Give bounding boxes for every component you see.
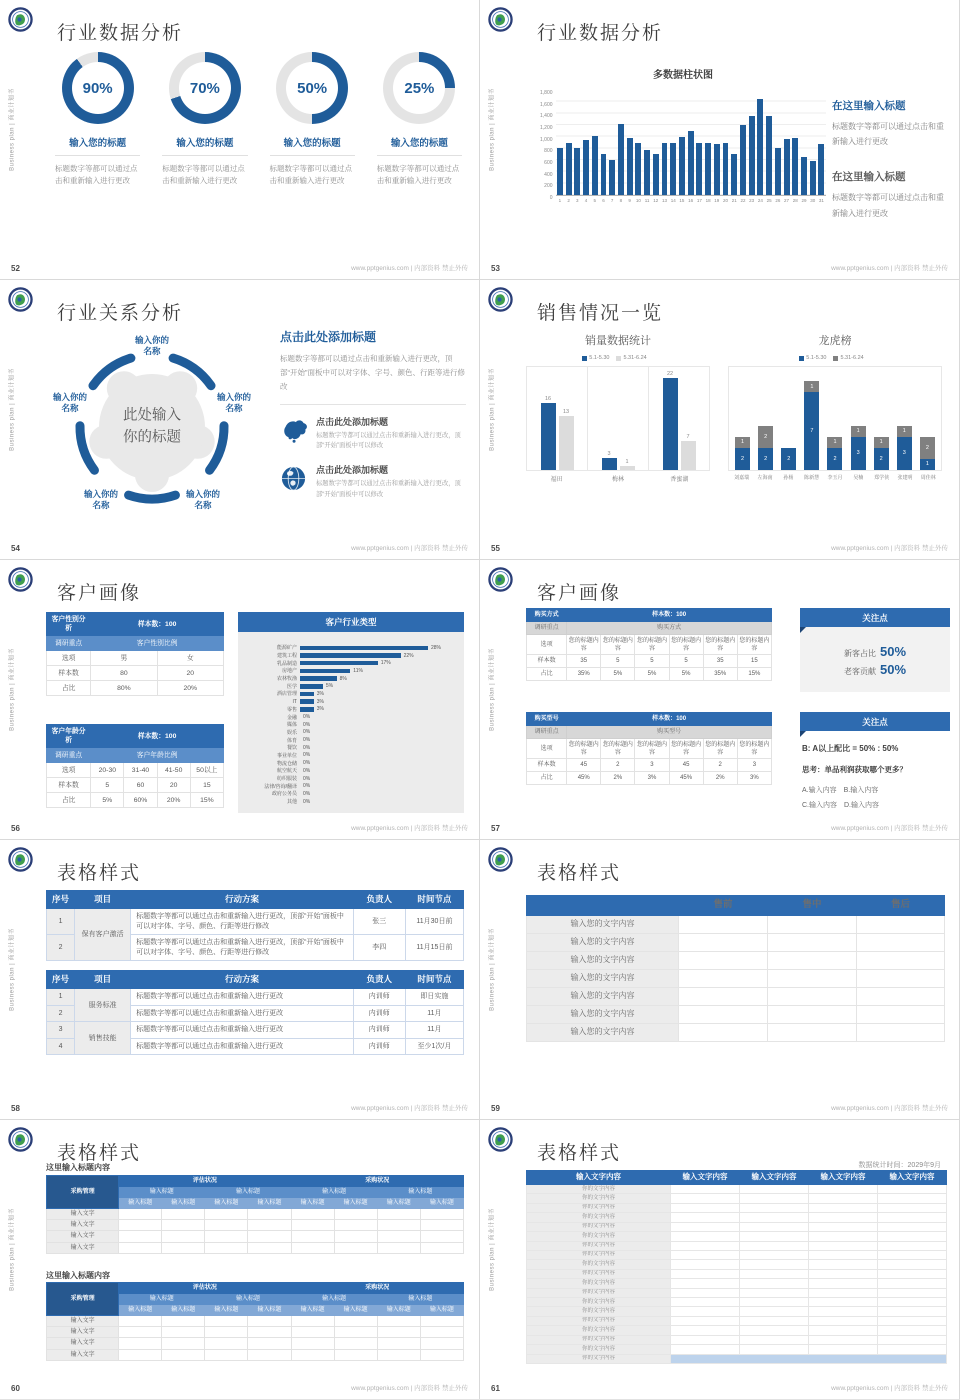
table-row: 客户性别分析 样本数：100: [47, 613, 224, 636]
table-row: 输入您的文字内容: [527, 952, 945, 970]
hbar-row: 体育 0%: [286, 737, 311, 744]
table: [46, 970, 464, 1055]
bar: [757, 99, 763, 195]
table: [526, 712, 772, 785]
section-paragraph: 标题数字等都可以通过点击和重新输入进行更改，顶部“开始”面板中可以对字体、字号、颜色、行距等进行修改: [280, 352, 466, 405]
bar: [574, 148, 580, 195]
bar: [627, 138, 633, 195]
wheel-label: 输入你的名称: [216, 391, 251, 413]
bar: [583, 140, 589, 195]
section-heading: 点击此处添加标题: [280, 330, 377, 344]
bar: [653, 154, 659, 195]
page-title: 行业关系分析: [57, 303, 184, 324]
age-analysis-table: [46, 724, 224, 808]
table-row: 3 销售技能 标题数字等都可以通过点击和重新输入进行更改 内训师 11月: [47, 1022, 464, 1038]
block-text: 标题数字等都可以通过点击和重新输入进行更改: [832, 193, 944, 218]
bar: [740, 125, 746, 195]
page-title: 行业数据分析: [537, 23, 664, 44]
bar: [300, 707, 314, 712]
chart-title: 客户行业类型: [238, 612, 464, 632]
table: [526, 1170, 947, 1364]
page-number: 57: [491, 824, 500, 833]
donut-ring: 25%: [383, 52, 455, 124]
bar: [300, 653, 401, 658]
bar: [766, 116, 772, 195]
bar: [609, 160, 615, 195]
table-row: 输入您的文字内容: [527, 988, 945, 1006]
donut-item: 70% 输入您的标题 标题数字等都可以通过点击和重新输入进行更改: [151, 52, 258, 188]
table-row: 1 服务标准 标题数字等都可以通过点击和重新输入进行更改 内训师 即日实施: [47, 989, 464, 1005]
slide-59: [480, 840, 959, 1119]
table-row: 你的文字内容: [527, 1335, 947, 1344]
action-plan-table: [46, 890, 464, 961]
table-row: 你的文字内容: [527, 1345, 947, 1354]
stacked-bar: 2: [777, 448, 800, 470]
callout-line: 思考：单品利润获取哪个更多？: [802, 765, 907, 774]
stacked-bar: 1 2: [870, 437, 893, 470]
table-row: 输入文字: [47, 1242, 464, 1253]
ranking-stacked-bar-chart: 龙虎榜 5.1-5.30 5.31-6.24 1 2 2 2 2 1 7 1 2 1 3 1 2 1 3 2 1 刘嘉瑞 左海南 孙杨 陈新慧 李玉月 吴楠 郑学侠 张建明 周佳林: [728, 332, 942, 481]
table-row: 你的文字内容: [527, 1222, 947, 1231]
page-title: 行业数据分析: [57, 23, 184, 44]
table-row: 售前 售中 售后: [527, 896, 945, 916]
bar: [784, 139, 790, 195]
table-row: 你的文字内容: [527, 1232, 947, 1241]
callout-title: 关注点: [800, 712, 950, 731]
bar: [635, 143, 641, 196]
bar-group: 3 1: [588, 367, 649, 470]
table-row: 输入标题 输入标题 输入标题 输入标题: [47, 1187, 464, 1198]
table-caption: 这里输入标题内容: [46, 1163, 110, 1172]
column-chart: 多数据柱状图 1,800 1,600 1,400 1,200 1,000 800 600 400 200 0 1 2 3 4 5 6 7 8 9 10 11 12 13 14 15 16 17 18 19 20 21 22 23 24 25 26 27 28 29 30 31: [540, 66, 826, 203]
hbar-row: 农林牧渔 8%: [276, 675, 347, 683]
table-row: 你的文字内容: [527, 1307, 947, 1316]
globe-icon: [280, 463, 316, 500]
slide-61: [480, 1120, 959, 1399]
table-row: 输入文字: [47, 1349, 464, 1360]
bar: [601, 154, 607, 195]
callout-line: A.输入内容 B.输入内容: [802, 787, 879, 794]
slide-60: [0, 1120, 479, 1399]
hbar-row: 航空航天 0%: [276, 767, 311, 775]
page-number: 53: [491, 264, 500, 273]
table-row: 占比 80% 20%: [47, 681, 224, 696]
page-title: 表格样式: [537, 863, 622, 884]
table: [526, 895, 945, 1042]
sidebar-vertical-text: Business plan | 商业计划书: [489, 648, 496, 731]
table-row: 你的文字内容: [527, 1185, 947, 1194]
table-row: 1 保有客户激活 标题数字等都可以通过点击和重新输入进行更改，顶部“开始”面板中可以对字体、字号、颜色、行距等进行修改 张三 11月30日前: [47, 909, 464, 935]
table-row: 购买型号 样本数：100: [527, 713, 772, 726]
bar: [749, 116, 755, 195]
hbar-row: 能源矿产 28%: [276, 644, 442, 652]
sidebar-vertical-text: Business plan | 商业计划书: [489, 1208, 496, 1291]
logo-icon: [8, 287, 33, 312]
hbar-row: 房地产 11%: [281, 667, 363, 675]
bar: [300, 669, 350, 674]
table-row: 你的文字内容: [527, 1250, 947, 1259]
logo-icon: [488, 7, 513, 32]
page-number: 55: [491, 544, 500, 553]
item-text: 标题数字等都可以通过点击和重新输入进行更改，顶部“开始”面板中可以修改: [316, 480, 461, 498]
sidebar-vertical-text: Business plan | 商业计划书: [9, 648, 16, 731]
table-row: 你的文字内容: [527, 1213, 947, 1222]
donut-ring: 70%: [169, 52, 241, 124]
slide-footer: www.pptgenius.com | 内部资料 禁止外传: [351, 1105, 468, 1112]
table-row: 你的文字内容: [527, 1326, 947, 1335]
table-row: 输入您的文字内容: [527, 934, 945, 952]
bar: [300, 646, 428, 651]
hbar-row: 娱乐 0%: [286, 729, 311, 736]
bar: [300, 676, 337, 681]
logo-icon: [488, 287, 513, 312]
page-number: 58: [11, 1104, 20, 1113]
table-row: 输入文字: [47, 1231, 464, 1242]
page-title: 客户画像: [57, 583, 142, 604]
callout-box: [800, 608, 950, 692]
donut-item: 25% 输入您的标题 标题数字等都可以通过点击和重新输入进行更改: [366, 52, 473, 188]
table-row: 输入文字: [47, 1209, 464, 1220]
table-caption: 这里输入标题内容: [46, 1271, 110, 1280]
table-row: 购买方式 样本数：100: [527, 609, 772, 622]
table-row: 采购管理 评估状况 采购状况: [47, 1283, 464, 1294]
table: [46, 612, 224, 696]
donut-item: 50% 输入您的标题 标题数字等都可以通过点击和重新输入进行更改: [259, 52, 366, 188]
hbar-row: 政府公务员 0%: [271, 790, 311, 798]
metric: 新客占比 50%: [843, 644, 907, 659]
hbar-row: 建筑工程 22%: [276, 652, 414, 660]
slide-footer: www.pptgenius.com | 内部资料 禁止外传: [831, 825, 948, 832]
procurement-table: [46, 1175, 464, 1254]
page-title: 表格样式: [537, 1143, 622, 1164]
table-row: 你的文字内容: [527, 1298, 947, 1307]
block-text: 标题数字等都可以通过点击和重新输入进行更改: [832, 122, 944, 147]
sidebar-vertical-text: Business plan | 商业计划书: [9, 88, 16, 171]
table-row: 你的文字内容: [527, 1354, 947, 1363]
table: [46, 1175, 464, 1254]
logo-icon: [8, 847, 33, 872]
bar: [566, 143, 572, 196]
logo-icon: [488, 1127, 513, 1152]
table-row: 你的文字内容: [527, 1269, 947, 1278]
wheel-label: 输入你的名称: [185, 488, 220, 510]
table-row: 输入文字: [47, 1316, 464, 1327]
right-text-column: [832, 98, 948, 241]
slide-54: [0, 280, 479, 559]
logo-icon: [8, 1127, 33, 1152]
table-row: 你的文字内容: [527, 1316, 947, 1325]
bar: [723, 143, 729, 196]
bar: [300, 692, 314, 697]
page-title: 客户画像: [537, 583, 622, 604]
bar: [775, 148, 781, 195]
stacked-bar: 1 3: [893, 426, 916, 470]
table-row: 选项 男 女: [47, 651, 224, 666]
page-number: 60: [11, 1384, 20, 1393]
page-number: 52: [11, 264, 20, 273]
hbar-row: 物流仓储 0%: [276, 760, 311, 767]
hbar-row: 零售 3%: [286, 706, 324, 713]
hbar-row: 其他 0%: [286, 798, 311, 806]
sidebar-vertical-text: Business plan | 商业计划书: [489, 88, 496, 171]
gender-analysis-table: [46, 612, 224, 696]
bar: [557, 148, 563, 195]
table-row: 客户年龄分析 样本数：100: [47, 725, 224, 748]
table-row: 占比 45% 2% 3% 45% 2% 3%: [527, 772, 772, 785]
bar: [705, 143, 711, 196]
hbar-row: 餐饮 0%: [286, 744, 311, 752]
callout-line: B: A以上配比 = 50% : 50%: [802, 744, 899, 753]
table-row: 2 标题数字等都可以通过点击和重新输入进行更改 内训师 11月: [47, 1005, 464, 1021]
wheel-label: 输入你的名称: [52, 391, 87, 413]
item-text: 标题数字等都可以通过点击和重新输入进行更改，顶部“开始”面板中可以修改: [316, 431, 461, 450]
table-row: 4 标题数字等都可以通过点击和重新输入进行更改 内训师 至少1次/月: [47, 1038, 464, 1054]
hbar-row: 酒店管理 3%: [276, 690, 324, 698]
purchase-method-table: [526, 608, 772, 681]
slide-58: [0, 840, 479, 1119]
table-row: 输入文字: [47, 1327, 464, 1338]
right-column: [280, 328, 466, 511]
page-title: 销售情况一览: [537, 303, 664, 324]
table-row: 输入您的文字内容: [527, 970, 945, 988]
table-row: 输入文字: [47, 1220, 464, 1231]
table-row: 调研重点 购买型号: [527, 726, 772, 739]
table-row: 你的文字内容: [527, 1260, 947, 1269]
wheel-label: 输入你的名称: [134, 334, 169, 356]
sidebar-vertical-text: Business plan | 商业计划书: [9, 1208, 16, 1291]
bar: [688, 131, 694, 195]
industry-hbar-chart: [238, 612, 464, 813]
table-row: 样本数 5 60 20 15: [47, 778, 224, 793]
bar: [801, 157, 807, 195]
table-row: 占比 35% 5% 5% 5% 35% 15%: [527, 668, 772, 681]
stacked-bar: 2 2: [754, 426, 777, 470]
stacked-bar: 1 7: [800, 381, 823, 470]
table-row: 样本数 45 2 3 45 2 3: [527, 759, 772, 772]
bar: [592, 136, 598, 196]
donut-ring: 50%: [276, 52, 348, 124]
table-row: 你的文字内容: [527, 1194, 947, 1203]
table-row: 你的文字内容: [527, 1241, 947, 1250]
data-sheet-table: [526, 1170, 946, 1364]
sales-grouped-bar-chart: 销量数据统计 5.1-5.30 5.31-6.24 16 13 3 1 22 7 福田 梅林 香蜜湖: [526, 332, 710, 483]
page-number: 56: [11, 824, 20, 833]
table-row: 输入标题 输入标题 输入标题 输入标题: [47, 1294, 464, 1305]
table-row: 调研重点 客户性别比例: [47, 636, 224, 651]
data-period-note: 数据统计时间：2029年9月: [858, 1162, 941, 1169]
stacked-bar: 1 2: [731, 437, 754, 470]
donut-row: [44, 52, 473, 188]
table-row: 输入您的文字内容: [527, 1006, 945, 1024]
slide-footer: www.pptgenius.com | 内部资料 禁止外传: [831, 545, 948, 552]
table: [526, 608, 772, 681]
table-row: 选项 20-30 31-40 41-50 50以上: [47, 763, 224, 778]
donut-item: 90% 输入您的标题 标题数字等都可以通过点击和重新输入进行更改: [44, 52, 151, 188]
logo-icon: [8, 7, 33, 32]
slide-52: [0, 0, 479, 279]
slide-footer: www.pptgenius.com | 内部资料 禁止外传: [351, 265, 468, 272]
table-row: 样本数 80 20: [47, 666, 224, 681]
slide-footer: www.pptgenius.com | 内部资料 禁止外传: [351, 825, 468, 832]
bar-group: 16 13: [527, 367, 588, 470]
stacked-bar: 1 2: [823, 437, 846, 470]
stacked-bar: 2 1: [916, 437, 939, 470]
bar: [792, 138, 798, 195]
list-item: [280, 415, 466, 452]
page-number: 61: [491, 1384, 500, 1393]
stacked-bar: 1 3: [847, 426, 870, 470]
slide-footer: www.pptgenius.com | 内部资料 禁止外传: [351, 545, 468, 552]
table-row: 2 标题数字等都可以通过点击和重新输入进行更改，顶部“开始”面板中可以对字体、字号、颜色、行距等进行修改 李四 11月15日前: [47, 935, 464, 961]
table: [46, 724, 224, 808]
sidebar-vertical-text: Business plan | 商业计划书: [9, 928, 16, 1011]
bar: [818, 144, 824, 195]
logo-icon: [488, 847, 513, 872]
callout-line: C.输入内容 D.输入内容: [802, 802, 879, 809]
block-heading: 在这里输入标题: [832, 171, 906, 184]
wheel-label: 输入你的名称: [83, 488, 118, 510]
slide-footer: www.pptgenius.com | 内部资料 禁止外传: [831, 265, 948, 272]
table-row: 采购管理 评估状况 采购状况: [47, 1176, 464, 1187]
hbar-row: 法律/咨询/翻译 0%: [264, 783, 311, 790]
callout-box: [800, 712, 950, 815]
hbar-row: IT 3%: [292, 698, 324, 705]
table-row: 调研重点 客户年龄比例: [47, 748, 224, 763]
table-row: 选项 您的标题内容 您的标题内容 您的标题内容 您的标题内容 您的标题内容 您的标题内容: [527, 739, 772, 759]
hbar-row: 事业单位 0%: [276, 752, 311, 759]
sidebar-vertical-text: Business plan | 商业计划书: [489, 928, 496, 1011]
block-heading: 在这里输入标题: [832, 100, 906, 112]
table-row: 你的文字内容: [527, 1279, 947, 1288]
sales-phase-table: [526, 895, 944, 1042]
table: [46, 1282, 464, 1361]
page-number: 59: [491, 1104, 500, 1113]
table-row: 输入标题 输入标题 输入标题 输入标题 输入标题 输入标题 输入标题 输入标题: [47, 1305, 464, 1316]
bar: [670, 143, 676, 196]
slide-57: [480, 560, 959, 839]
item-heading: 点击此处添加标题: [316, 416, 389, 427]
bar: [696, 143, 702, 196]
bar: [300, 699, 314, 704]
table-row: 占比 5% 60% 20% 15%: [47, 793, 224, 808]
bar: [679, 137, 685, 195]
hbar-row: 乳品制造 17%: [276, 660, 391, 667]
item-heading: 点击此处添加标题: [316, 465, 389, 476]
slide-55: [480, 280, 959, 559]
bar: [644, 150, 650, 195]
table-row: 输入文字: [47, 1338, 464, 1349]
table-row: 样本数 35 5 5 5 35 15: [527, 655, 772, 668]
hbar-row: 媒体 0%: [286, 721, 311, 729]
hbar-row: 纺织服装 0%: [276, 775, 311, 783]
callout-title: 关注点: [800, 608, 950, 627]
donut-ring: 90%: [62, 52, 134, 124]
page-title: 表格样式: [57, 863, 142, 884]
table-row: 输入标题 输入标题 输入标题 输入标题 输入标题 输入标题 输入标题 输入标题: [47, 1198, 464, 1209]
table-row: 序号 项目 行动方案 负责人 时间节点: [47, 971, 464, 989]
table-row: 输入您的文字内容: [527, 1024, 945, 1042]
purchase-model-table: [526, 712, 772, 785]
slide-56: [0, 560, 479, 839]
bar-group: 22 7: [649, 367, 709, 470]
page-title: 表格样式: [57, 1143, 142, 1164]
table-row: 输入文字内容 输入文字内容 输入文字内容 输入文字内容 输入文字内容: [527, 1171, 947, 1185]
sidebar-vertical-text: Business plan | 商业计划书: [9, 368, 16, 451]
table-row: 调研重点 购买方式: [527, 622, 772, 635]
bar: [300, 661, 378, 666]
china-map-icon: [280, 415, 316, 452]
hbar-row: 医学 5%: [286, 683, 334, 690]
bar: [731, 154, 737, 195]
logo-icon: [488, 567, 513, 592]
hbar-row: 金融 0%: [286, 714, 311, 721]
action-plan-table: [46, 970, 464, 1055]
bar: [714, 144, 720, 195]
list-item: [280, 463, 466, 500]
bar: [618, 124, 624, 195]
table-row: 你的文字内容: [527, 1288, 947, 1297]
wheel-center-title: 此处输入你的标题: [123, 407, 181, 446]
bar: [300, 684, 323, 689]
table-row: 序号 项目 行动方案 负责人 时间节点: [47, 891, 464, 909]
logo-icon: [8, 567, 33, 592]
slide-footer: www.pptgenius.com | 内部资料 禁止外传: [351, 1385, 468, 1392]
table: [46, 890, 464, 961]
page-number: 54: [11, 544, 20, 553]
procurement-table: [46, 1282, 464, 1361]
bar: [662, 143, 668, 195]
sidebar-vertical-text: Business plan | 商业计划书: [489, 368, 496, 451]
metric: 老客贡献 50%: [843, 662, 907, 677]
slide-footer: www.pptgenius.com | 内部资料 禁止外传: [831, 1105, 948, 1112]
relation-wheel-diagram: [52, 330, 251, 530]
table-row: 选项 您的标题内容 您的标题内容 您的标题内容 您的标题内容 您的标题内容 您的标题内容: [527, 635, 772, 655]
table-row: 你的文字内容: [527, 1203, 947, 1212]
bar: [810, 161, 816, 195]
table-row: 输入您的文字内容: [527, 916, 945, 934]
slide-53: [480, 0, 959, 279]
slide-footer: www.pptgenius.com | 内部资料 禁止外传: [831, 1385, 948, 1392]
